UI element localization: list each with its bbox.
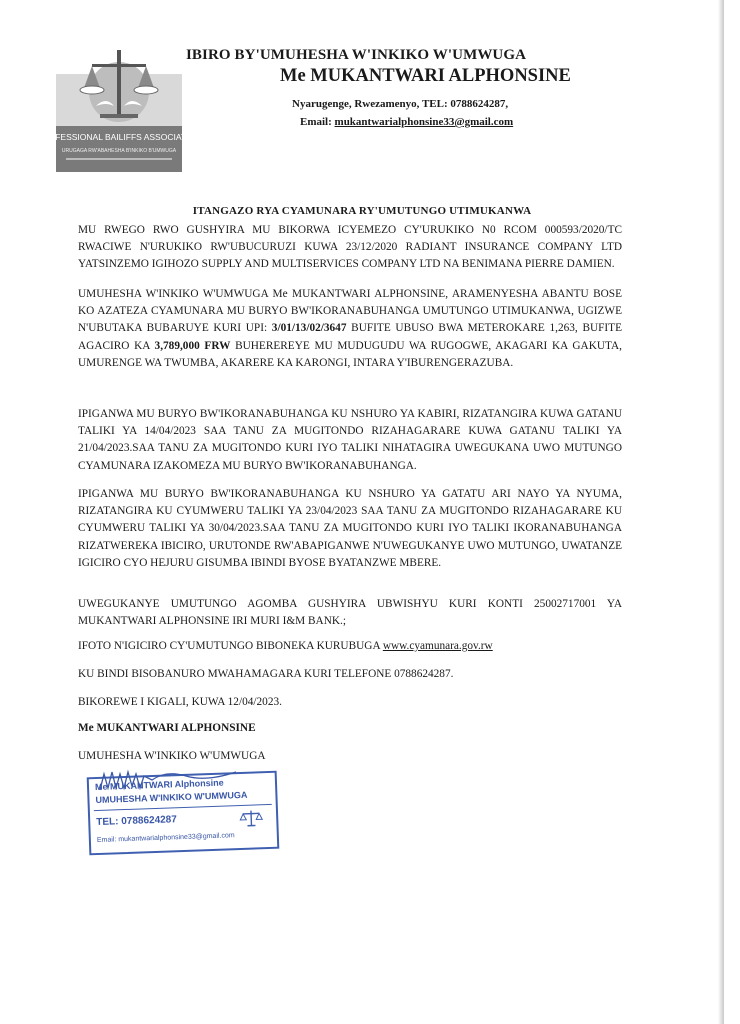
paragraph-court-decision: MU RWEGO RWO GUSHYIRA MU BIKORWA ICYEMEZO CY'URUKIKO N0 RCOM 000593/2020/TC RWACIWE N'URUKIKO RW'UBUCURUZI KUWA 23/12/2020 RADIANT INSURANCE COMPANY LTD YATSINZEMO IGIHOZO SUPPLY AND MULTISERVICES COMPANY LTD NA BENIMANA PIERRE DAMIEN. xyxy=(78,224,622,271)
signatory-title: UMUHESHA W'INKIKO W'UMWUGA xyxy=(78,750,266,762)
email-label: Email: xyxy=(300,116,332,128)
paragraph-text: BUFITE UBUSO BWA METEROKARE 1,263, BUFITE AGACIRO KA xyxy=(78,322,622,352)
paragraph-auction-property xyxy=(78,286,622,372)
paragraph-text: UMUHESHA W'INKIKO W'UMWUGA Me MUKANTWARI ALPHONSINE, ARAMENYESHA ABANTU BOSE KO AZATEZA CYAMUNARA MU BURYO BW'IKORANABUHANGA UMUTUNGO UTIMUKANWA, UGIZWE N'UBUTAKA BUBARUYE KURI UPI: xyxy=(78,288,622,335)
paragraph-payment: UWEGUKANYE UMUTUNGO AGOMBA GUSHYIRA UBWISHYU KURI KONTI 25002717001 YA MUKANTWARI ALPHONSINE IRI MURI I&M BANK.; xyxy=(78,598,622,628)
stamp-phone: TEL: 0788624287 xyxy=(96,814,178,829)
paragraph-contact: KU BINDI BISOBANURO MWAHAMAGARA KURI TELEFONE 0788624287. xyxy=(78,668,454,680)
paragraph-third-round: IPIGANWA MU BURYO BW'IKORANABUHANGA KU NSHURO YA GATATU ARI NAYO YA NYUMA, RIZATANGIRA KU CYUMWERU TALIKI YA 23/04/2023 SAA TANU ZA MUGITONDO RIZAHAGARARE KU CYUMWERU TALIKI YA 30/04/2023.SAA TANU ZA MUGITONDO KURI IYO TALIKI IKORANABUHANGA RIZATWEREKA IBICIRO, URUTONDE RW'ABAPIGANWE N'UWEGUKANYE UWO MUTUNGO, UWATANZE IGICIRO CYO HEJURU GISUMBA IBINDI BYOSE BYATANZWE MBERE. xyxy=(78,488,622,569)
logo-text: PROFESSIONAL BAILIFFS ASSOCIATION xyxy=(36,132,202,142)
stamp-title: UMUHESHA W'INKIKO W'UMWUGA xyxy=(95,789,248,806)
handwritten-signature xyxy=(96,766,246,796)
email-line xyxy=(300,116,740,128)
paragraph-text: IFOTO N'IGICIRO CY'UMUTUNGO BIBONEKA KURUBUGA xyxy=(78,640,383,652)
scales-of-justice-icon xyxy=(240,809,263,828)
website-link[interactable]: www.cyamunara.gov.rw xyxy=(382,640,493,652)
address-line: Nyarugenge, Rwezamenyo, TEL: 0788624287, xyxy=(292,98,509,110)
signatory-name: Me MUKANTWARI ALPHONSINE xyxy=(78,722,256,734)
paragraph-date-place: BIKOREWE I KIGALI, KUWA 12/04/2023. xyxy=(78,696,282,708)
stamp-email: Email: mukantwarialphonsine33@gmail.com xyxy=(96,832,235,845)
bailiff-name: Me MUKANTWARI ALPHONSINE xyxy=(280,66,571,86)
property-value: 3,789,000 FRW xyxy=(154,339,231,352)
office-name: IBIRO BY'UMUHESHA W'INKIKO W'UMWUGA xyxy=(186,47,527,63)
bailiffs-association-logo xyxy=(36,44,202,172)
paragraph-text: BUHEREREYE MU MUDUGUDU WA RUGOGWE, AKAGARI KA GAKUTA, UMURENGE WA TWUMBA, AKARERE KA KARONGI, INTARA Y'IBURENGERAZUBA. xyxy=(78,339,622,369)
upi-number: 3/01/13/02/3647 xyxy=(271,322,347,335)
paragraph-website xyxy=(78,638,622,655)
email-link[interactable]: mukantwarialphonsine33@gmail.com xyxy=(334,116,514,128)
paragraph-second-round: IPIGANWA MU BURYO BW'IKORANABUHANGA KU NSHURO YA KABIRI, RIZATANGIRA KUWA GATANU TALIKI YA 14/04/2023 SAA TANU ZA MUGITONDO RIZAHAGARARE KUWA GATANU TALIKI YA 21/04/2023.SAA TANU ZA MUGITONDO KURI IYO TALIKI NIHATAGIRA UWEGUKANA UWO MUTUNGO CYAMUNARA IZAKOMEZA MU BURYO BW'IKORANABUHANGA. xyxy=(78,408,622,472)
logo-subtext: URUGAGA RW'ABAHESHA B'INKIKO B'UMWUGA xyxy=(61,148,177,154)
page-edge-shadow xyxy=(718,0,724,1024)
document-title: ITANGAZO RYA CYAMUNARA RY'UMUTUNGO UTIMUKANWA xyxy=(192,205,532,217)
stamp-name: Me MUKANTWARI Alphonsine xyxy=(94,777,224,793)
